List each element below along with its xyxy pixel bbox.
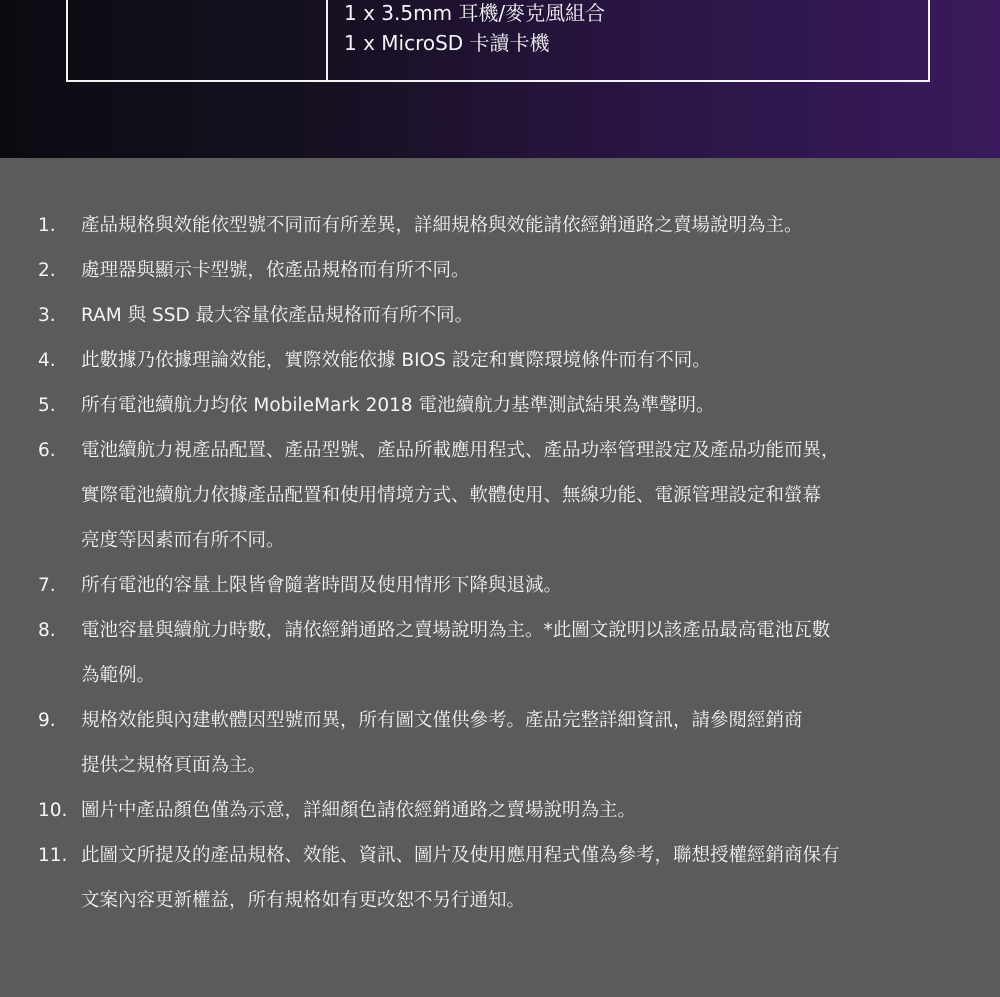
spec-line: 1 x MicroSD 卡讀卡機 xyxy=(344,31,550,55)
list-item-number: 11. xyxy=(38,845,68,866)
list-item-text: 規格效能與內建軟體因型號而異，所有圖文僅供參考。產品完整詳細資訊，請參閱經銷商 提供之規格頁面為主。 xyxy=(81,710,803,776)
list-item-text: 產品規格與效能依型號不同而有所差異，詳細規格與效能請依經銷通路之賣場說明為主。 xyxy=(81,215,803,236)
spec-table-cell xyxy=(344,0,605,58)
list-item xyxy=(0,338,1000,383)
list-item-number: 4. xyxy=(38,350,56,371)
list-item-text: RAM 與 SSD 最大容量依產品規格而有所不同。 xyxy=(81,305,474,326)
list-item-number: 2. xyxy=(38,260,56,281)
list-item xyxy=(0,383,1000,428)
list-item-text: 處理器與顯示卡型號，依產品規格而有所不同。 xyxy=(81,260,470,281)
list-item-text: 電池容量與續航力時數，請依經銷通路之賣場說明為主。*此圖文說明以該產品最高電池瓦數 為範例。 xyxy=(81,620,831,686)
list-item-number: 9. xyxy=(38,710,56,731)
spec-table-divider xyxy=(326,0,328,80)
list-item-text: 所有電池的容量上限皆會隨著時間及使用情形下降與退減。 xyxy=(81,575,563,596)
list-item-number: 6. xyxy=(38,440,56,461)
list-item-number: 1. xyxy=(38,215,56,236)
list-item-number: 10. xyxy=(38,800,68,821)
list-item-text: 此圖文所提及的產品規格、效能、資訊、圖片及使用應用程式僅為參考，聯想授權經銷商保有 文案內容更新權益，所有規格如有更改恕不另行通知。 xyxy=(81,845,840,911)
spec-table xyxy=(66,0,930,82)
header-band xyxy=(0,0,1000,158)
list-item-text: 此數據乃依據理論效能，實際效能依據 BIOS 設定和實際環境條件而有不同。 xyxy=(81,350,711,371)
list-item-text: 所有電池續航力均依 MobileMark 2018 電池續航力基準測試結果為準聲明。 xyxy=(81,395,715,416)
list-item xyxy=(0,698,1000,788)
list-item xyxy=(0,428,1000,563)
list-item xyxy=(0,563,1000,608)
list-item-text: 圖片中產品顏色僅為示意，詳細顏色請依經銷通路之賣場說明為主。 xyxy=(81,800,637,821)
list-item-text: 電池續航力視產品配置、產品型號、產品所載應用程式、產品功率管理設定及產品功能而異， 實際電池續航力依據產品配置和使用情境方式、軟體使用、無線功能、電源管理設定和螢幕 亮度等因素而有所不同。 xyxy=(81,440,840,551)
list-item-number: 5. xyxy=(38,395,56,416)
list-item xyxy=(0,248,1000,293)
list-item-number: 8. xyxy=(38,620,56,641)
list-item xyxy=(0,788,1000,833)
list-item xyxy=(0,833,1000,923)
list-item xyxy=(0,203,1000,248)
list-item xyxy=(0,608,1000,698)
list-item xyxy=(0,293,1000,338)
list-item-number: 3. xyxy=(38,305,56,326)
disclaimer-list xyxy=(0,203,1000,923)
spec-line: 1 x 3.5mm 耳機/麥克風組合 xyxy=(344,1,606,25)
list-item-number: 7. xyxy=(38,575,56,596)
